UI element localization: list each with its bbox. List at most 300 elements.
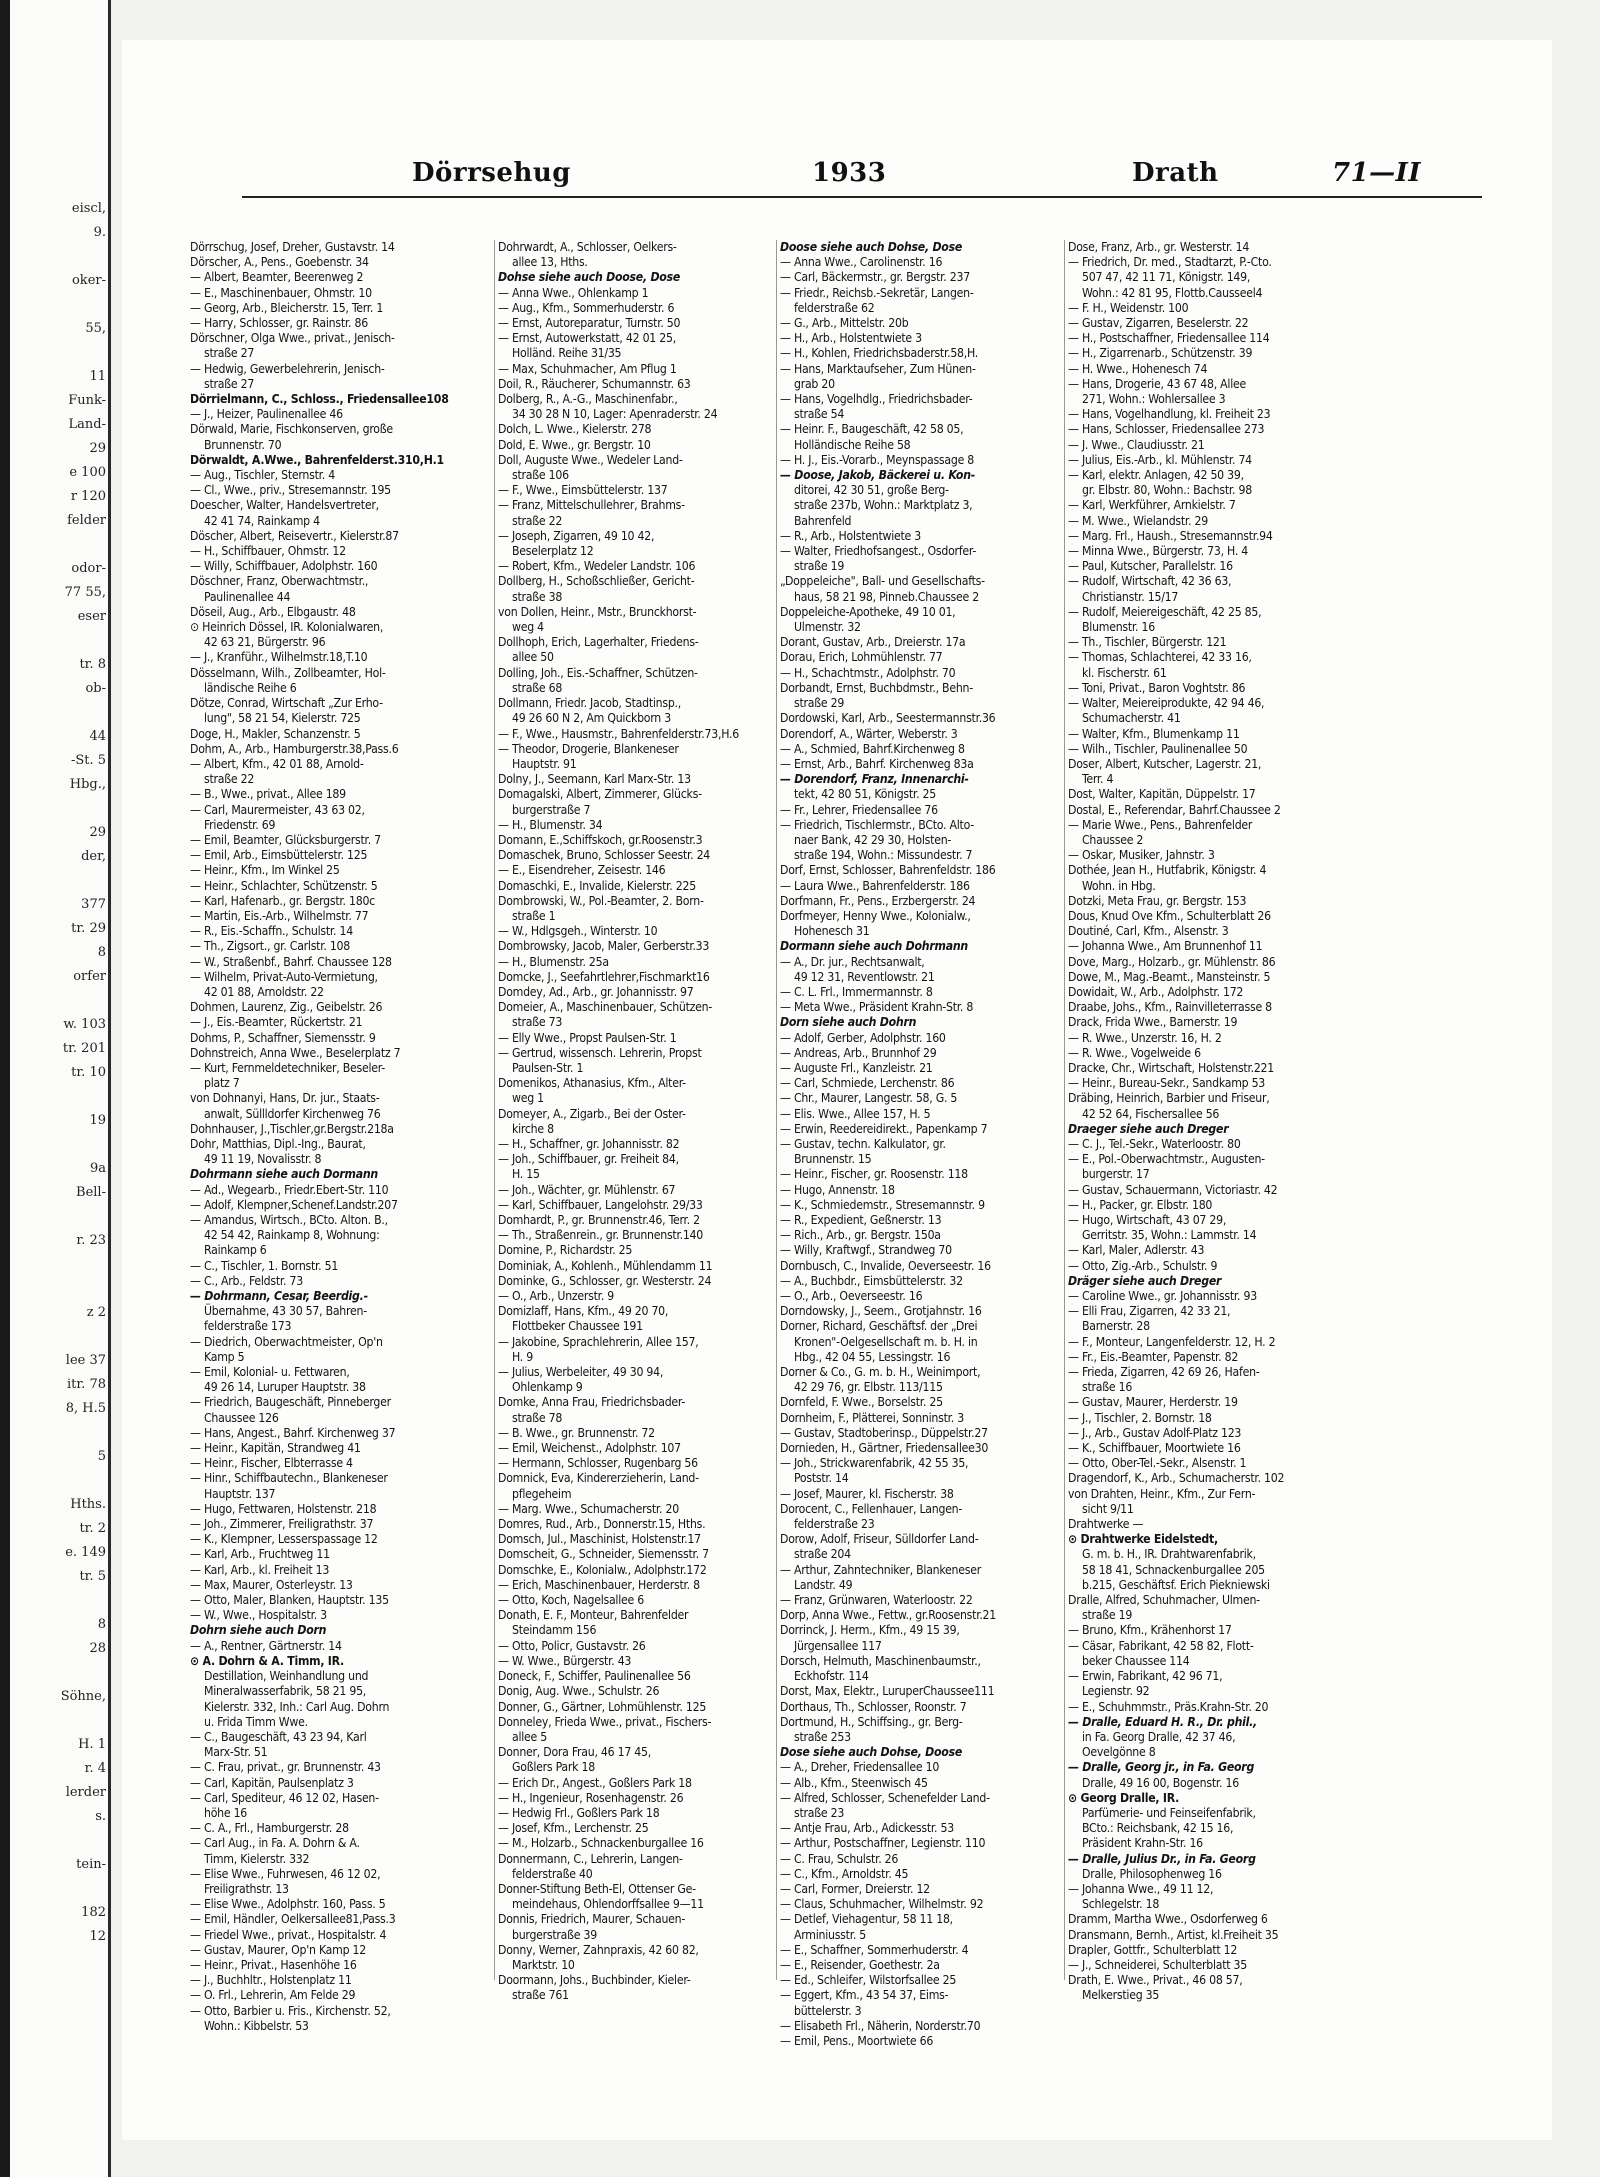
directory-entry: in Fa. Georg Dralle, 42 37 46, [1082, 1729, 1236, 1744]
directory-entry: Dorendorf, A., Wärter, Weberstr. 3 [780, 726, 958, 741]
directory-entry: Domsch, Jul., Maschinist, Holstenstr.17 [498, 1532, 701, 1547]
edge-fragment: -St. 5 [70, 753, 106, 768]
directory-entry: Dragendorf, K., Arb., Schumacherstr. 102 [1068, 1471, 1285, 1486]
directory-entry: — Otto, Maler, Blanken, Hauptstr. 135 [190, 1593, 389, 1608]
directory-entry: — Aug., Kfm., Sommerhuderstr. 6 [498, 300, 675, 315]
header-first-entry: Dörrsehug [412, 158, 571, 188]
directory-entry: Dörschner, Olga Wwe., privat., Jenisch- [190, 331, 395, 346]
directory-entry: Döschner, Franz, Oberwachtmstr., [190, 574, 369, 589]
directory-entry: Dohm, A., Arb., Hamburgerstr.38,Pass.6 [190, 741, 399, 756]
column-4 [1068, 240, 1368, 2003]
directory-entry: straße 27 [204, 346, 255, 361]
directory-entry: — F., Wwe., Eimsbüttelerstr. 137 [498, 483, 668, 498]
directory-entry: — Erich Dr., Angest., Goßlers Park 18 [498, 1775, 692, 1790]
directory-entry: Dorthaus, Th., Schlosser, Roonstr. 7 [780, 1699, 967, 1714]
directory-entry: — Fr., Lehrer, Friedensallee 76 [780, 802, 938, 817]
directory-entry: — Josef, Kfm., Lerchenstr. 25 [498, 1821, 649, 1836]
directory-entry: Draeger siehe auch Dreger [1068, 1121, 1229, 1136]
directory-entry: Dombrowski, W., Pol.-Beamter, 2. Born- [498, 893, 704, 908]
directory-entry: Donnis, Friedrich, Maurer, Schauen- [498, 1912, 686, 1927]
directory-entry: Destillation, Weinhandlung und [204, 1669, 369, 1684]
directory-entry: felderstraße 62 [794, 300, 875, 315]
directory-entry: — J., Tischler, 2. Bornstr. 18 [1068, 1410, 1212, 1425]
edge-fragment: e. 149 [65, 1545, 106, 1560]
directory-entry: Dörwald, Marie, Fischkonserven, große [190, 422, 393, 437]
edge-fragment: tr. 8 [79, 657, 106, 672]
directory-entry: — Anna Wwe., Carolinenstr. 16 [780, 255, 943, 270]
directory-entry: — Albert, Kfm., 42 01 88, Arnold- [190, 756, 364, 771]
directory-entry: 58 18 41, Schnackenburgallee 205 [1082, 1562, 1265, 1577]
directory-entry: — Ernst, Autoreparatur, Turnstr. 50 [498, 316, 681, 331]
directory-entry: Legienstr. 92 [1082, 1684, 1150, 1699]
edge-fragment: 182 [81, 1905, 106, 1920]
directory-entry: — Jakobine, Sprachlehrerin, Allee 157, [498, 1334, 699, 1349]
directory-entry: Dornfeld, F. Wwe., Borselstr. 25 [780, 1395, 943, 1410]
directory-entry: von Drahten, Heinr., Kfm., Zur Fern- [1068, 1486, 1256, 1501]
directory-entry: straße 16 [1082, 1380, 1133, 1395]
directory-entry: Terr. 4 [1082, 772, 1114, 787]
directory-entry: Doge, H., Makler, Schanzenstr. 5 [190, 726, 361, 741]
directory-entry: Kronen"-Oelgesellschaft m. b. H. in [794, 1334, 978, 1349]
directory-entry: — Otto, Koch, Nagelsallee 6 [498, 1593, 644, 1608]
directory-entry: — Walter, Kfm., Blumenkamp 11 [1068, 726, 1240, 741]
directory-entry: — Ad., Wegearb., Friedr.Ebert-Str. 110 [190, 1182, 389, 1197]
directory-entry: weg 1 [512, 1091, 544, 1106]
directory-entry: — Cl., Wwe., priv., Stresemannstr. 195 [190, 483, 391, 498]
directory-entry: — Kurt, Fernmeldetechniker, Beseler- [190, 1060, 385, 1075]
directory-entry: Wohn.: 42 81 95, Flottb.Causseel4 [1082, 285, 1263, 300]
directory-entry: — H., Blumenstr. 25a [498, 954, 609, 969]
directory-entry: 49 26 14, Luruper Hauptstr. 38 [204, 1380, 366, 1395]
directory-entry: — R. Wwe., Vogelweide 6 [1068, 1045, 1201, 1060]
directory-entry: — Walter, Meiereiprodukte, 42 94 46, [1068, 696, 1265, 711]
directory-entry: Domscheit, G., Schneider, Siemensstr. 7 [498, 1547, 709, 1562]
edge-fragment: Land- [68, 417, 106, 432]
directory-entry: Domann, E.,Schiffskoch, gr.Roosenstr.3 [498, 832, 703, 847]
directory-entry: — Auguste Frl., Kanzleistr. 21 [780, 1060, 933, 1075]
directory-entry: Dowe, M., Mag.-Beamt., Mansteinstr. 5 [1068, 969, 1271, 984]
edge-fragment: 12 [89, 1929, 106, 1944]
directory-entry: Paulinenallee 44 [204, 589, 291, 604]
directory-entry: felderstraße 173 [204, 1319, 292, 1334]
directory-entry: meindehaus, Ohlendorffsallee 9—11 [512, 1897, 704, 1912]
directory-entry: — Cäsar, Fabrikant, 42 58 82, Flott- [1068, 1638, 1254, 1653]
directory-entry: — Antje Frau, Arb., Adickesstr. 53 [780, 1821, 954, 1836]
directory-entry: — E., Schuhmmstr., Präs.Krahn-Str. 20 [1068, 1699, 1269, 1714]
directory-entry: — Emil, Beamter, Glücksburgerstr. 7 [190, 832, 381, 847]
directory-entry: straße 106 [512, 468, 569, 483]
directory-entry: Freiligrathstr. 13 [204, 1881, 289, 1896]
directory-entry: Dorsch, Helmuth, Maschinenbaumstr., [780, 1653, 981, 1668]
directory-entry: Dohnstreich, Anna Wwe., Beselerplatz 7 [190, 1045, 401, 1060]
directory-entry: Dorn siehe auch Dohrn [780, 1015, 917, 1030]
directory-entry: — H., Zigarrenarb., Schützenstr. 39 [1068, 346, 1253, 361]
directory-entry: Dohrn siehe auch Dorn [190, 1623, 327, 1638]
directory-entry: — K., Klempner, Lesserspassage 12 [190, 1532, 378, 1547]
directory-entry: Brunnenstr. 70 [204, 437, 282, 452]
directory-entry: — Carl Aug., in Fa. A. Dohrn & A. [190, 1836, 360, 1851]
edge-fragment: 29 [89, 825, 106, 840]
directory-entry: ⊙ Drahtwerke Eidelstedt, [1068, 1532, 1218, 1547]
directory-entry: Dörscher, A., Pens., Goebenstr. 34 [190, 255, 369, 270]
directory-entry: — Karl, Maler, Adlerstr. 43 [1068, 1243, 1205, 1258]
directory-entry: Hohenesch 31 [794, 924, 870, 939]
directory-entry: — G., Arb., Mittelstr. 20b [780, 316, 909, 331]
directory-entry: Dornheim, F., Plätterei, Sonninstr. 3 [780, 1410, 964, 1425]
directory-entry: — Harry, Schlosser, gr. Rainstr. 86 [190, 316, 368, 331]
edge-fragment: r 120 [70, 489, 106, 504]
directory-entry: — W. Wwe., Bürgerstr. 43 [498, 1653, 632, 1668]
directory-entry: Dörwaldt, A.Wwe., Bahrenfelderst.310,H.1 [190, 452, 444, 467]
directory-entry: Drath, E. Wwe., Privat., 46 08 57, [1068, 1973, 1243, 1988]
directory-entry: Dörrielmann, C., Schloss., Friedensallee108 [190, 392, 449, 407]
directory-entry: — Eggert, Kfm., 43 54 37, Eims- [780, 1988, 949, 2003]
directory-entry: — Robert, Kfm., Wedeler Landstr. 106 [498, 559, 696, 574]
directory-entry: BCto.: Reichsbank, 42 15 16, [1082, 1821, 1234, 1836]
directory-entry: Bahrenfeld [794, 513, 852, 528]
directory-entry: — Toni, Privat., Baron Voghtstr. 86 [1068, 680, 1246, 695]
edge-fragment: 11 [89, 369, 106, 384]
directory-entry: — Erwin, Reedereidirekt., Papenkamp 7 [780, 1121, 988, 1136]
directory-entry: — Carl, Maurermeister, 43 63 02, [190, 802, 365, 817]
directory-entry: Dominke, G., Schlosser, gr. Westerstr. 24 [498, 1273, 712, 1288]
directory-entry: — Hermann, Schlosser, Rugenbarg 56 [498, 1456, 698, 1471]
directory-entry: — C., Baugeschäft, 43 23 94, Karl [190, 1729, 367, 1744]
directory-entry: Doormann, Johs., Buchbinder, Kieler- [498, 1973, 691, 1988]
directory-entry: — Julius, Werbeleiter, 49 30 94, [498, 1365, 664, 1380]
directory-entry: Döscher, Albert, Reisevertr., Kielerstr.87 [190, 528, 399, 543]
directory-entry: felderstraße 40 [512, 1866, 593, 1881]
directory-entry: — Emil, Weichenst., Adolphstr. 107 [498, 1441, 681, 1456]
directory-entry: — Rich., Arb., gr. Bergstr. 150a [780, 1228, 941, 1243]
edge-fragment: Bell- [76, 1185, 106, 1200]
directory-entry: naer Bank, 42 29 30, Holsten- [794, 832, 952, 847]
directory-entry: Poststr. 14 [794, 1471, 849, 1486]
edge-fragment: Hths. [70, 1497, 106, 1512]
directory-entry: — Emil, Arb., Eimsbüttelerstr. 125 [190, 848, 368, 863]
directory-entry: — Friedrich, Baugeschäft, Pinneberger [190, 1395, 391, 1410]
directory-entry: — Carl, Bäckermstr., gr. Bergstr. 237 [780, 270, 970, 285]
directory-entry: — A., Dreher, Friedensallee 10 [780, 1760, 940, 1775]
directory-entry: Dorner & Co., G. m. b. H., Weinimport, [780, 1365, 981, 1380]
directory-entry: Rainkamp 6 [204, 1243, 267, 1258]
directory-entry: Steindamm 156 [512, 1623, 597, 1638]
directory-entry: Dostal, E., Referendar, Bahrf.Chaussee 2 [1068, 802, 1281, 817]
directory-entry: b.215, Geschäftsf. Erich Piekniewski [1082, 1577, 1270, 1592]
directory-entry: — J., Heizer, Paulinenallee 46 [190, 407, 343, 422]
directory-entry: Dransmann, Bernh., Artist, kl.Freiheit 35 [1068, 1927, 1279, 1942]
directory-entry: — Georg, Arb., Bleicherstr. 15, Terr. 1 [190, 300, 384, 315]
directory-entry: — Karl, Arb., kl. Freiheit 13 [190, 1562, 330, 1577]
directory-entry: 42 01 88, Arnoldstr. 22 [204, 984, 324, 999]
directory-entry: straße 73 [512, 1015, 563, 1030]
directory-entry: — H., Kohlen, Friedrichsbaderstr.58,H. [780, 346, 979, 361]
directory-entry: Dorp, Anna Wwe., Fettw., gr.Roosenstr.21 [780, 1608, 997, 1623]
directory-entry: Donneley, Frieda Wwe., privat., Fischers- [498, 1714, 712, 1729]
edge-fragment: 28 [89, 1641, 106, 1656]
directory-entry: — Andreas, Arb., Brunnhof 29 [780, 1045, 937, 1060]
directory-entry: — O. Frl., Lehrerin, Am Felde 29 [190, 1988, 356, 2003]
directory-entry: — W., Wwe., Hospitalstr. 3 [190, 1608, 327, 1623]
directory-entry: Drahtwerke — [1068, 1517, 1144, 1532]
directory-entry: — Josef, Maurer, kl. Fischerstr. 38 [780, 1486, 954, 1501]
directory-entry: — Hedwig Frl., Goßlers Park 18 [498, 1805, 660, 1820]
directory-entry: 42 29 76, gr. Elbstr. 113/115 [794, 1380, 943, 1395]
directory-entry: — Joseph, Zigarren, 49 10 42, [498, 528, 655, 543]
directory-entry: — R., Eis.-Schaffn., Schulstr. 14 [190, 924, 353, 939]
directory-entry: — Otto, Ober-Tel.-Sekr., Alsenstr. 1 [1068, 1456, 1247, 1471]
directory-entry: Domhardt, P., gr. Brunnenstr.46, Terr. 2 [498, 1213, 700, 1227]
directory-entry: straße 78 [512, 1410, 563, 1425]
directory-entry: Domine, P., Richardstr. 25 [498, 1243, 633, 1258]
directory-entry: — Johanna Wwe., Am Brunnenhof 11 [1068, 939, 1263, 954]
directory-entry: — J., Kranführ., Wilhelmstr.18,T.10 [190, 650, 368, 665]
directory-entry: Dorst, Max, Elektr., LuruperChaussee111 [780, 1684, 995, 1699]
directory-entry: Dralle, Alfred, Schuhmacher, Ulmen- [1068, 1593, 1260, 1608]
directory-entry: allee 50 [512, 650, 554, 665]
directory-entry: — Marie Wwe., Pens., Bahrenfelder [1068, 817, 1253, 832]
directory-entry: — Doose, Jakob, Bäckerei u. Kon- [780, 468, 976, 483]
directory-entry: ⊙ Georg Dralle, IR. [1068, 1790, 1180, 1805]
directory-entry: pflegeheim [512, 1486, 572, 1501]
directory-entry: — F., Monteur, Langenfelderstr. 12, H. 2 [1068, 1334, 1276, 1349]
edge-fragment: Funk- [68, 393, 106, 408]
directory-entry: straße 1 [512, 908, 556, 923]
directory-entry: — Albert, Beamter, Beerenweg 2 [190, 270, 364, 285]
directory-entry: von Dollen, Heinr., Mstr., Brunckhorst- [498, 604, 697, 619]
directory-entry: — Alb., Kfm., Steenwisch 45 [780, 1775, 928, 1790]
directory-entry: Dräger siehe auch Dreger [1068, 1273, 1222, 1288]
directory-entry: — C. Frau, Schulstr. 26 [780, 1851, 899, 1866]
directory-entry: — Heinr., Schlachter, Schützenstr. 5 [190, 878, 378, 893]
directory-page [122, 40, 1552, 2140]
directory-entry: — E., Maschinenbauer, Ohmstr. 10 [190, 285, 372, 300]
directory-entry: — Emil, Händler, Oelkersallee81,Pass.3 [190, 1912, 396, 1927]
directory-entry: — E., Reisender, Goethestr. 2a [780, 1957, 940, 1972]
directory-entry: — Claus, Schuhmacher, Wilhelmstr. 92 [780, 1897, 984, 1912]
directory-entry: Dollmann, Friedr. Jacob, Stadtinsp., [498, 696, 682, 711]
directory-entry: — Th., Zigsort., gr. Carlstr. 108 [190, 939, 350, 954]
directory-entry: — Adolf, Klempner,Schenef.Landstr.207 [190, 1197, 398, 1212]
directory-entry: — O., Arb., Oeverseestr. 16 [780, 1289, 923, 1304]
directory-entry: — Joh., Wächter, gr. Mühlenstr. 67 [498, 1182, 676, 1197]
directory-entry: — Dorendorf, Franz, Innenarchi- [780, 772, 969, 787]
directory-entry: straße 27 [204, 376, 255, 391]
directory-entry: — Gustav, Zigarren, Beselerstr. 22 [1068, 316, 1249, 331]
directory-entry: 507 47, 42 11 71, Königstr. 149, [1082, 270, 1251, 285]
directory-entry: straße 54 [794, 407, 845, 422]
directory-entry: — Minna Wwe., Bürgerstr. 73, H. 4 [1068, 544, 1249, 559]
directory-entry: burgerstraße 7 [512, 802, 591, 817]
directory-entry: Landstr. 49 [794, 1577, 853, 1592]
edge-fragment: Söhne, [60, 1689, 106, 1704]
directory-entry: straße 761 [512, 1988, 569, 2003]
directory-entry: 42 54 42, Rainkamp 8, Wohnung: [204, 1228, 380, 1243]
directory-entry: Doose siehe auch Dohse, Dose [780, 240, 963, 254]
edge-fragment: tr. 2 [79, 1521, 106, 1536]
directory-entry: ⊙ A. Dohrn & A. Timm, IR. [190, 1653, 344, 1668]
directory-entry: Dorow, Adolf, Friseur, Sülldorfer Land- [780, 1532, 979, 1547]
edge-fragment: eser [77, 609, 106, 624]
edge-fragment: 8 [97, 945, 106, 960]
directory-entry: — W., Hdlgsgeh., Winterstr. 10 [498, 924, 658, 939]
directory-entry: — Johanna Wwe., 49 11 12, [1068, 1881, 1214, 1896]
directory-entry: straße 22 [512, 513, 563, 528]
directory-entry: Dotzki, Meta Frau, gr. Bergstr. 153 [1068, 893, 1247, 908]
directory-entry: Dollberg, H., Schoßschließer, Gericht- [498, 574, 695, 589]
directory-entry: Ulmenstr. 32 [794, 620, 861, 635]
directory-entry: Wohn.: Kibbelstr. 53 [204, 2018, 309, 2033]
directory-entry: Hbg., 42 04 55, Lessingstr. 16 [794, 1349, 951, 1364]
directory-entry: Dräbing, Heinrich, Barbier und Friseur, [1068, 1091, 1270, 1106]
directory-entry: — Willy, Kraftwgf., Strandweg 70 [780, 1243, 952, 1258]
edge-fragment: e 100 [69, 465, 106, 480]
directory-entry: u. Frida Timm Wwe. [204, 1714, 308, 1729]
directory-entry: — Hans, Marktaufseher, Zum Hünen- [780, 361, 976, 376]
directory-entry: — Gustav, Stadtoberinsp., Düppelstr.27 [780, 1425, 988, 1440]
directory-entry: — Elisabeth Frl., Näherin, Norderstr.70 [780, 2018, 981, 2033]
directory-entry: Dowidait, W., Arb., Adolphstr. 172 [1068, 984, 1244, 999]
edge-fragment: 19 [89, 1113, 106, 1128]
directory-entry: anwalt, Süllldorfer Kirchenweg 76 [204, 1106, 381, 1121]
directory-entry: Dorf, Ernst, Schlosser, Bahrenfeldstr. 186 [780, 863, 996, 878]
directory-entry: 34 30 28 N 10, Lager: Apenraderstr. 24 [512, 407, 718, 422]
directory-entry: — Erwin, Fabrikant, 42 96 71, [1068, 1669, 1223, 1684]
directory-entry: — Gustav, Schauermann, Victoriastr. 42 [1068, 1182, 1278, 1197]
directory-entry: — Karl, Werkführer, Arnkielstr. 7 [1068, 498, 1236, 513]
column-2 [498, 240, 798, 2003]
directory-entry: grab 20 [794, 376, 835, 391]
directory-entry: Hauptstr. 91 [512, 756, 577, 771]
directory-entry: Dorocent, C., Fellenhauer, Langen- [780, 1501, 963, 1516]
directory-entry: Domcke, J., Seefahrtlehrer,Fischmarkt16 [498, 969, 710, 984]
directory-entry: Jürgensallee 117 [794, 1638, 882, 1653]
directory-entry: Dohr, Matthias, Dipl.-Ing., Baurat, [190, 1136, 366, 1151]
edge-fragment: 9. [93, 225, 106, 240]
directory-entry: — E., Schaffner, Sommerhuderstr. 4 [780, 1942, 969, 1957]
edge-fragment: 5 [97, 1449, 106, 1464]
directory-entry: Brunnenstr. 15 [794, 1152, 872, 1167]
directory-entry: — Hans, Schlosser, Friedensallee 273 [1068, 422, 1265, 437]
directory-entry: weg 4 [512, 620, 544, 635]
directory-entry: Drack, Frida Wwe., Barnerstr. 19 [1068, 1015, 1238, 1030]
directory-entry: — Walter, Friedhofsangest., Osdorfer- [780, 544, 977, 559]
directory-entry: haus, 58 21 98, Pinneb.Chaussee 2 [794, 589, 979, 604]
directory-entry: ditorei, 42 30 51, große Berg- [794, 483, 949, 498]
directory-entry: Domke, Anna Frau, Friedrichsbader- [498, 1395, 686, 1410]
directory-entry: Dorfmann, Fr., Pens., Erzbergerstr. 24 [780, 893, 976, 908]
directory-entry: — A., Schmied, Bahrf.Kirchenweg 8 [780, 741, 965, 756]
directory-entry: Hauptstr. 137 [204, 1486, 276, 1501]
directory-entry: Friedenstr. 69 [204, 817, 276, 832]
directory-entry: — B., Wwe., privat., Allee 189 [190, 787, 346, 802]
directory-entry: Domnick, Eva, Kindererzieherin, Land- [498, 1471, 699, 1486]
directory-entry: Doll, Auguste Wwe., Wedeler Land- [498, 452, 683, 467]
directory-entry: allee 5 [512, 1729, 548, 1744]
directory-entry: Beselerplatz 12 [512, 544, 594, 559]
edge-fragment: w. 103 [63, 1017, 106, 1032]
directory-entry: — Hans, Angest., Bahrf. Kirchenweg 37 [190, 1425, 396, 1440]
directory-entry: — Franz, Grünwaren, Waterloostr. 22 [780, 1593, 973, 1608]
directory-entry: Dracke, Chr., Wirtschaft, Holstenstr.221 [1068, 1060, 1275, 1075]
header-rule [242, 196, 1482, 198]
directory-entry: Dortmund, H., Schiffsing., gr. Berg- [780, 1714, 963, 1729]
directory-entry: — R. Wwe., Unzerstr. 16, H. 2 [1068, 1030, 1222, 1045]
directory-entry: — C., Tischler, 1. Bornstr. 51 [190, 1258, 339, 1273]
directory-entry: — J., Eis.-Beamter, Rückertstr. 21 [190, 1015, 363, 1030]
directory-entry: Mineralwasserfabrik, 58 21 95, [204, 1684, 367, 1699]
directory-entry: Domenikos, Athanasius, Kfm., Alter- [498, 1076, 686, 1091]
directory-entry: — H., Postschaffner, Friedensallee 114 [1068, 331, 1270, 346]
directory-entry: Domres, Rud., Arb., Donnerstr.15, Hths. [498, 1517, 706, 1532]
edge-fragment: Hbg., [69, 777, 106, 792]
directory-entry: straße 237b, Wohn.: Marktplatz 3, [794, 498, 973, 513]
directory-entry: — Dohrmann, Cesar, Beerdig.- [190, 1289, 368, 1304]
directory-entry: — Diedrich, Oberwachtmeister, Op'n [190, 1334, 383, 1349]
directory-entry: — M. Wwe., Wielandstr. 29 [1068, 513, 1208, 528]
directory-entry: Dornieden, H., Gärtner, Friedensallee30 [780, 1441, 989, 1456]
directory-entry: — C. A., Frl., Hamburgerstr. 28 [190, 1821, 349, 1836]
directory-entry: Eckhofstr. 114 [794, 1669, 869, 1684]
directory-entry: Dormann siehe auch Dohrmann [780, 939, 968, 954]
directory-entry: sicht 9/11 [1082, 1501, 1134, 1516]
directory-entry: — Joh., Strickwarenfabrik, 42 55 35, [780, 1456, 969, 1471]
directory-entry: Präsident Krahn-Str. 16 [1082, 1836, 1203, 1851]
directory-entry: Donig, Aug. Wwe., Schulstr. 26 [498, 1684, 660, 1699]
directory-entry: Dorfmeyer, Henny Wwe., Kolonialw., [780, 908, 971, 923]
directory-entry: — Fr., Eis.-Beamter, Papenstr. 82 [1068, 1349, 1239, 1364]
directory-entry: Doneck, F., Schiffer, Paulinenallee 56 [498, 1669, 691, 1684]
directory-entry: Dorbandt, Ernst, Buchbdmstr., Behn- [780, 680, 973, 695]
directory-entry: Dohnhauser, J.,Tischler,gr.Bergstr.218a [190, 1121, 394, 1136]
edge-fragment: tr. 10 [71, 1065, 106, 1080]
directory-entry: — Max, Maurer, Osterleystr. 13 [190, 1577, 353, 1592]
directory-entry: — Hans, Vogelhandlung, kl. Freiheit 23 [1068, 407, 1271, 422]
column-divider [494, 240, 495, 1980]
directory-entry: straße 22 [204, 772, 255, 787]
directory-entry: Holländische Reihe 58 [794, 437, 911, 452]
directory-entry: Donath, E. F., Monteur, Bahrenfelder [498, 1608, 689, 1623]
directory-entry: Dötze, Conrad, Wirtschaft „Zur Erho- [190, 696, 383, 711]
directory-entry: straße 19 [1082, 1608, 1133, 1623]
directory-entry: — E., Eisendreher, Zeisestr. 146 [498, 863, 666, 878]
directory-entry: — Elly Wwe., Propst Paulsen-Str. 1 [498, 1030, 677, 1045]
column-divider [1064, 240, 1065, 1980]
directory-entry: Chaussee 126 [204, 1410, 279, 1425]
directory-entry: straße 253 [794, 1729, 851, 1744]
directory-entry: lung", 58 21 54, Kielerstr. 725 [204, 711, 361, 726]
directory-entry: — Rudolf, Meiereigeschäft, 42 25 85, [1068, 604, 1262, 619]
directory-entry: — Karl, Arb., Fruchtweg 11 [190, 1547, 330, 1562]
edge-fragment: eiscl, [71, 201, 106, 216]
directory-entry: — Gustav, Maurer, Op'n Kamp 12 [190, 1942, 366, 1957]
directory-entry: 42 52 64, Fischersallee 56 [1082, 1106, 1220, 1121]
edge-fragment: itr. 78 [67, 1377, 106, 1392]
directory-entry: allee 13, Hths. [512, 255, 588, 270]
directory-entry: tekt, 42 80 51, Königstr. 25 [794, 787, 936, 802]
directory-entry: — H., Packer, gr. Elbstr. 180 [1068, 1197, 1213, 1212]
directory-entry: — Aug., Tischler, Sternstr. 4 [190, 468, 335, 483]
edge-fragment: H. 1 [78, 1737, 106, 1752]
directory-entry: Dohmen, Laurenz, Zig., Geibelstr. 26 [190, 1000, 383, 1015]
directory-entry: — K., Schmiedemstr., Stresemannstr. 9 [780, 1197, 985, 1212]
edge-fragment: 29 [89, 441, 106, 456]
directory-entry: Dorndowsky, J., Seem., Grotjahnstr. 16 [780, 1304, 982, 1319]
directory-entry: — Elli Frau, Zigarren, 42 33 21, [1068, 1304, 1231, 1319]
directory-entry: — C., Kfm., Arnoldstr. 45 [780, 1866, 909, 1881]
edge-fragment: tr. 29 [71, 921, 106, 936]
directory-entry: — H., Schaffner, gr. Johannisstr. 82 [498, 1136, 680, 1151]
